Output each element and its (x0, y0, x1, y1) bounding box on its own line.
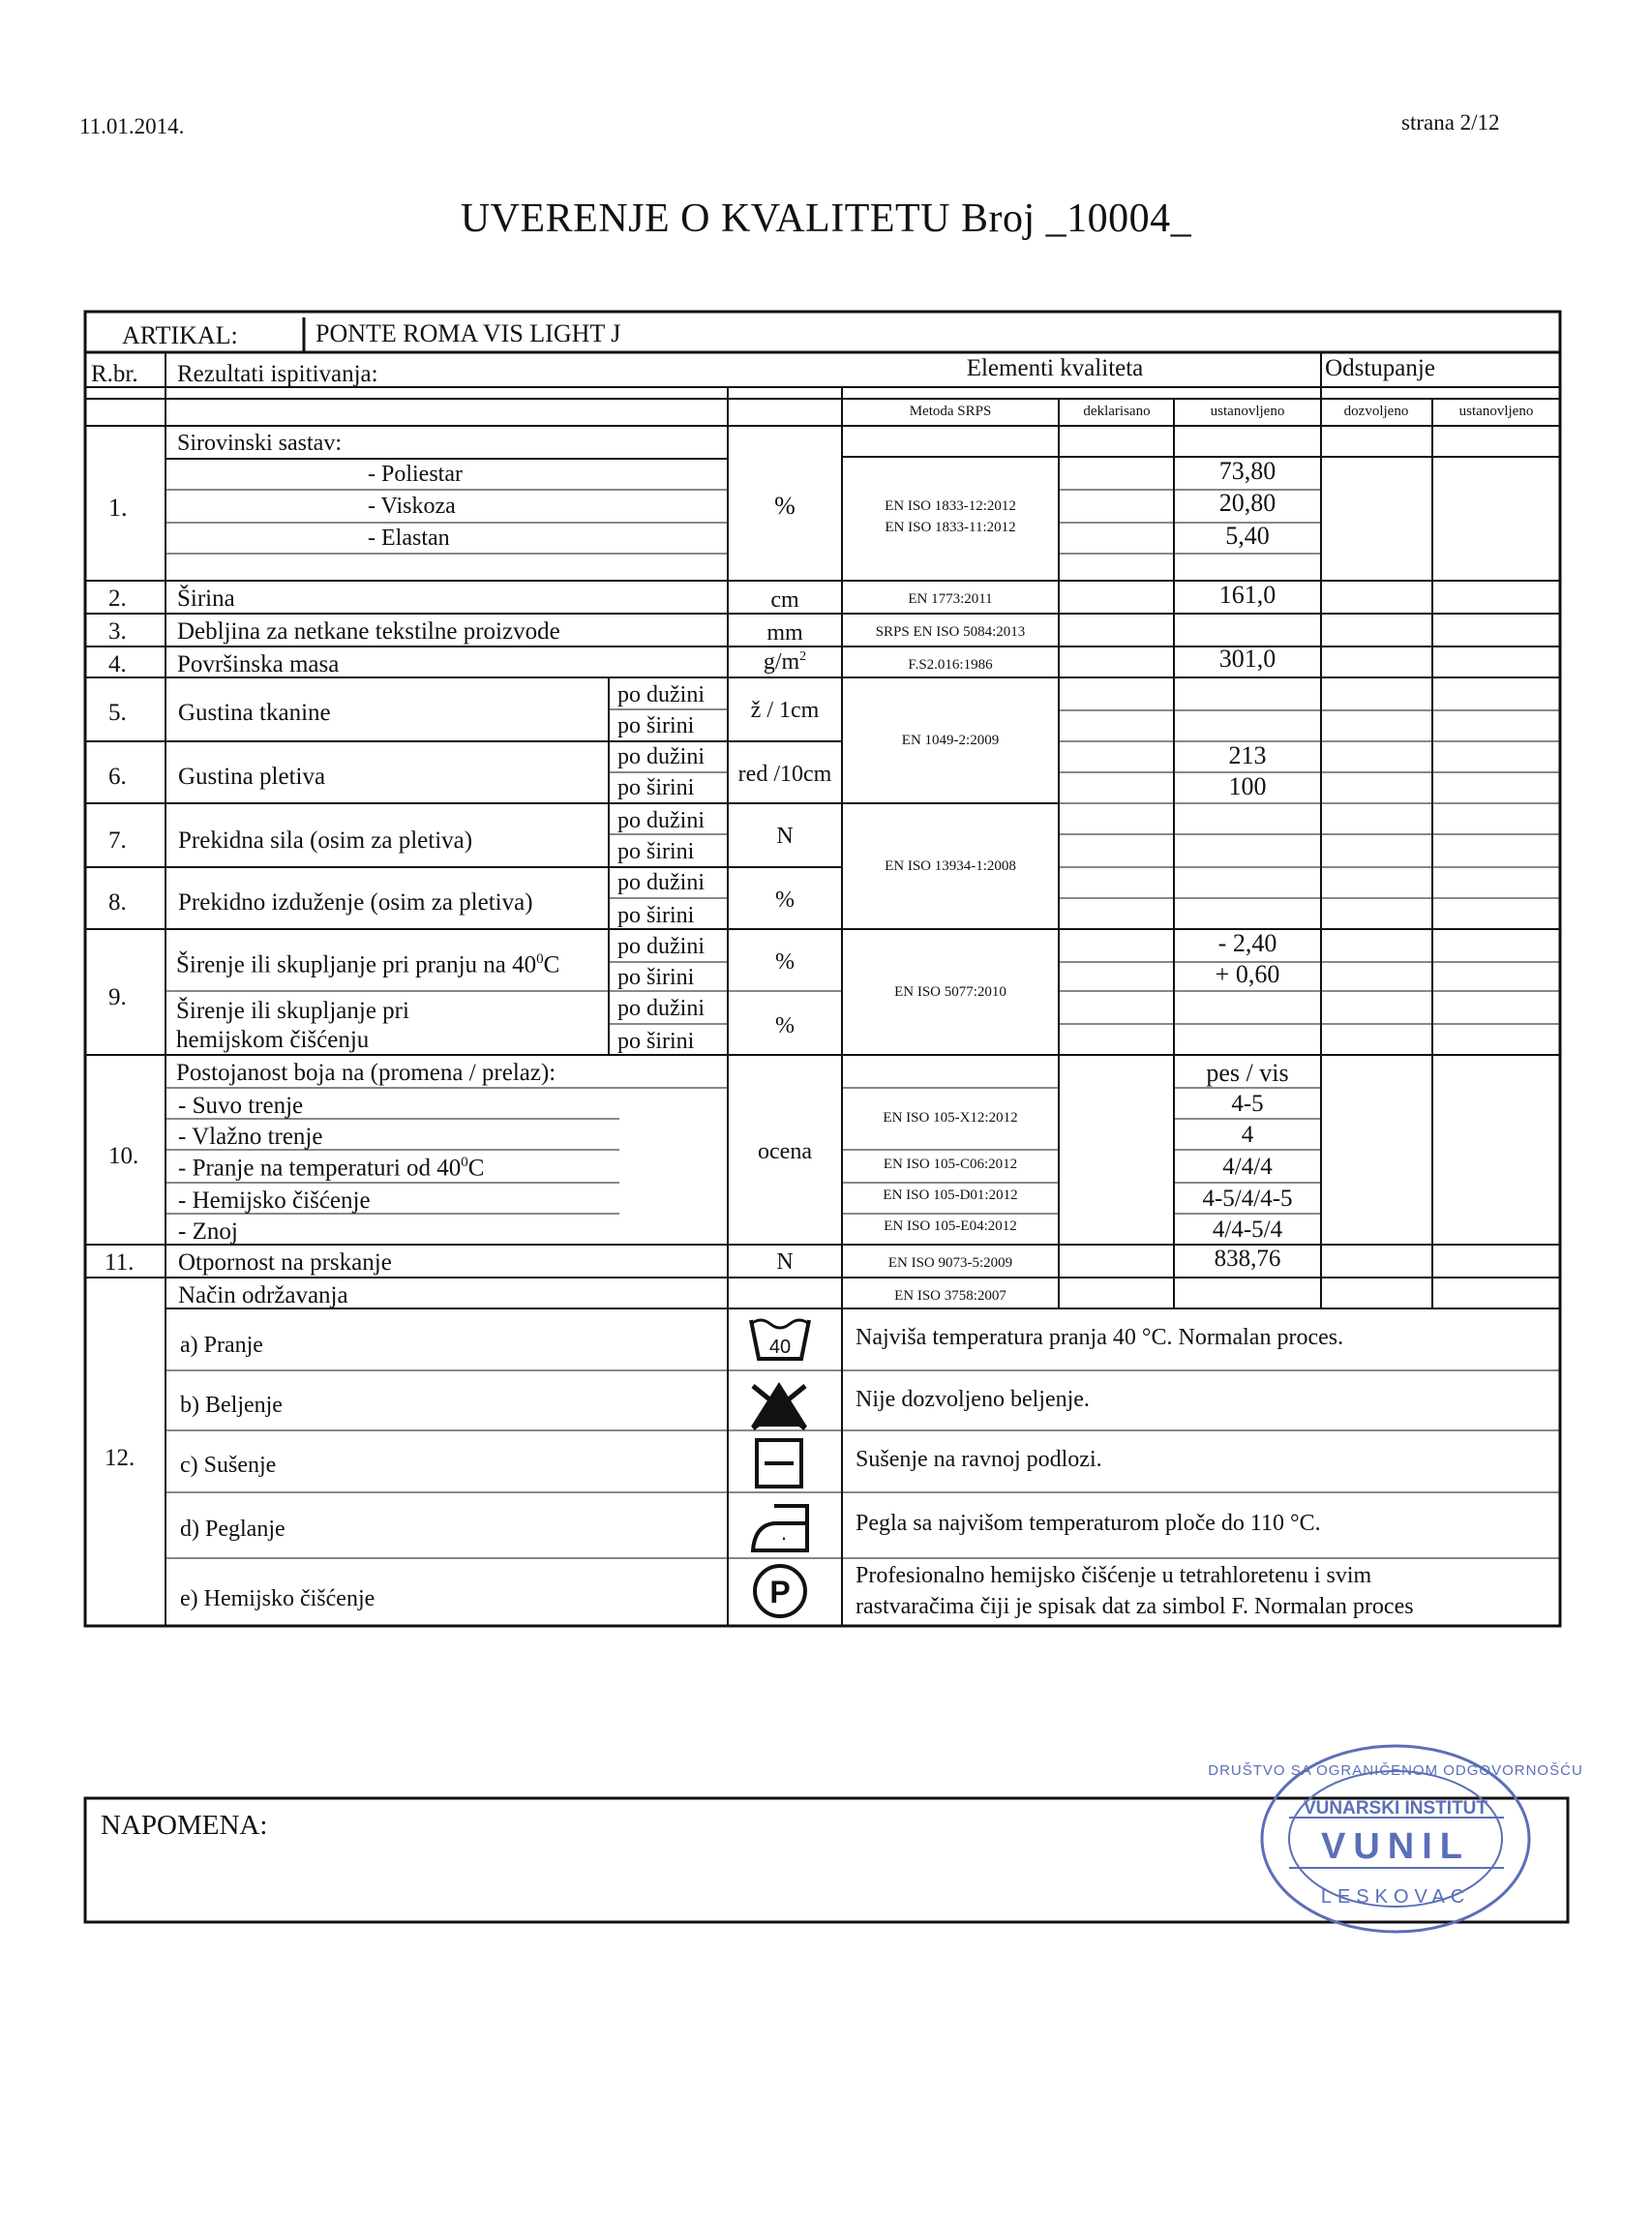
care-label-washing: a) Pranje (180, 1333, 263, 1358)
row-1-value: 20,80 (1218, 489, 1277, 517)
row-9-name-drycleaning: hemijskom čišćenju (176, 1027, 370, 1053)
care-text-drycleaning: Profesionalno hemijsko čišćenje u tetrahloretenu i svim (856, 1563, 1372, 1588)
row-10-value: 4/4-5/4 (1212, 1217, 1283, 1243)
row-12-method: EN ISO 3758:2007 (894, 1288, 1006, 1304)
row-6-value: 100 (1228, 772, 1267, 800)
row-10-method: EN ISO 105-X12:2012 (883, 1110, 1018, 1126)
row-9-dir: po širini (617, 1029, 695, 1054)
row-11-number: 11. (105, 1249, 135, 1276)
row-2-unit: cm (770, 587, 799, 613)
row-8-unit: % (775, 887, 795, 913)
row-5-number: 5. (108, 700, 127, 726)
no-bleach-icon (747, 1378, 811, 1430)
row-6-name: Gustina pletiva (178, 764, 326, 790)
row-10-method: EN ISO 105-C06:2012 (883, 1157, 1018, 1172)
row-3-name: Debljina za netkane tekstilne proizvode (177, 618, 560, 645)
certificate-date: 11.01.2014. (79, 114, 185, 138)
col-method: Metoda SRPS (909, 404, 992, 419)
row-4-value: 301,0 (1218, 645, 1277, 673)
col-rbr: R.br. (91, 361, 138, 387)
professional-dry-clean-icon (751, 1562, 809, 1620)
care-text-washing: Najviša temperatura pranja 40 °C. Normalan proces. (856, 1325, 1344, 1350)
svg-text:P: P (769, 1575, 791, 1609)
row-10-value: 4/4/4 (1222, 1154, 1273, 1180)
row-7-number: 7. (108, 827, 127, 854)
row-1-item: - Poliestar (368, 462, 463, 487)
row-3-unit: mm (766, 620, 803, 646)
row-4-method: F.S2.016:1986 (908, 657, 993, 673)
care-text-drying: Sušenje na ravnoj podlozi. (856, 1447, 1102, 1472)
row-10-item: - Znoj (178, 1218, 238, 1245)
row-7-unit: N (776, 824, 794, 849)
row-9-name-drycleaning: Širenje ili skupljanje pri (176, 998, 409, 1024)
svg-text:40: 40 (768, 1337, 792, 1358)
row-10-method: EN ISO 105-D01:2012 (883, 1188, 1018, 1203)
row-10-value: 4-5 (1231, 1091, 1264, 1117)
iron-icon (745, 1498, 817, 1556)
row-1-method: EN ISO 1833-11:2012 (885, 520, 1016, 535)
document-title: UVERENJE O KVALITETU Broj _10004_ (460, 196, 1192, 241)
row-9-dir: po dužini (617, 934, 705, 959)
row-7-name: Prekidna sila (osim za pletiva) (178, 827, 473, 854)
row-10-value: 4 (1241, 1122, 1254, 1148)
row-10-unit: ocena (758, 1139, 812, 1164)
row-6-dir: po širini (617, 775, 695, 800)
row-10-item: - Pranje na temperaturi od $40^0C$ (178, 1155, 485, 1182)
row-12-title: Način održavanja (178, 1282, 348, 1308)
page-number: strana 2/12 (1401, 110, 1500, 135)
care-label-drycleaning: e) Hemijsko čišćenje (180, 1586, 375, 1611)
svg-text:VUNARSKI INSTITUT: VUNARSKI INSTITUT (1304, 1798, 1487, 1819)
row-12-number: 12. (105, 1445, 135, 1471)
row-1-item: - Elastan (368, 526, 450, 551)
row-9-method: EN ISO 5077:2010 (894, 984, 1006, 1000)
row-7-dir: po dužini (617, 808, 705, 833)
row-3-method: SRPS EN ISO 5084:2013 (875, 624, 1026, 640)
row-11-method: EN ISO 9073-5:2009 (887, 1255, 1013, 1271)
row-9-value: - 2,40 (1217, 929, 1277, 957)
row-4-unit: $g/m^2$ (763, 649, 807, 675)
row-5-dir: po dužini (617, 682, 705, 707)
row-8-name: Prekidno izduženje (osim za pletiva) (178, 889, 533, 916)
row-11-unit: N (776, 1249, 794, 1275)
row-5-dir: po širini (617, 713, 695, 738)
row-3-number: 3. (108, 618, 127, 645)
row-10-header-value: pes / vis (1206, 1059, 1289, 1087)
svg-text:LESKOVAC: LESKOVAC (1320, 1886, 1471, 1908)
col-elements: Elementi kvaliteta (966, 355, 1144, 381)
dry-flat-icon (753, 1436, 805, 1490)
row-1-value: 73,80 (1218, 457, 1277, 485)
col-declared: deklarisano (1083, 404, 1151, 419)
artikal-label: ARTIKAL: (122, 321, 238, 349)
row-10-item: - Suvo trenje (178, 1093, 304, 1119)
svg-text:·: · (780, 1525, 788, 1549)
row-9-unit: % (775, 1013, 795, 1038)
artikal-value: PONTE ROMA VIS LIGHT J (315, 319, 621, 347)
row-2-method: EN 1773:2011 (908, 591, 993, 607)
wash-40-icon (745, 1314, 815, 1365)
row-9-dir: po širini (617, 965, 695, 990)
row-10-item: - Vlažno trenje (178, 1124, 323, 1150)
svg-text:VUNIL: VUNIL (1321, 1826, 1470, 1867)
row-8-dir: po dužini (617, 870, 705, 895)
row-5-6-method: EN 1049-2:2009 (901, 733, 1000, 748)
row-1-number: 1. (108, 494, 128, 522)
napomena-label: NAPOMENA: (101, 1810, 268, 1841)
row-6-number: 6. (108, 764, 127, 790)
row-4-name: Površinska masa (177, 651, 340, 677)
row-6-unit: red /10cm (737, 762, 832, 787)
row-4-number: 4. (108, 651, 127, 677)
col-results: Rezultati ispitivanja: (177, 361, 378, 387)
company-stamp (1208, 1732, 1583, 1945)
row-5-name: Gustina tkanine (178, 700, 331, 726)
row-7-8-method: EN ISO 13934-1:2008 (885, 858, 1016, 874)
row-10-title: Postojanost boja na (promena / prelaz): (176, 1060, 556, 1086)
row-1-value: 5,40 (1225, 522, 1270, 550)
row-1-method: EN ISO 1833-12:2012 (885, 498, 1016, 514)
care-label-bleaching: b) Beljenje (180, 1393, 283, 1418)
row-9-value: + 0,60 (1215, 960, 1280, 988)
col-allowed: dozvoljeno (1343, 404, 1409, 419)
care-label-drying: c) Sušenje (180, 1453, 277, 1478)
row-1-unit: % (774, 492, 796, 520)
row-7-dir: po širini (617, 839, 695, 864)
row-11-value: 838,76 (1214, 1246, 1281, 1272)
row-8-number: 8. (108, 889, 127, 916)
col-established-2: ustanovljeno (1458, 404, 1534, 419)
care-text-ironing: Pegla sa najvišom temperaturom ploče do 110 °C. (856, 1511, 1321, 1536)
row-10-value: 4-5/4/4-5 (1202, 1186, 1293, 1212)
row-10-item: - Hemijsko čišćenje (178, 1188, 371, 1214)
row-10-number: 10. (108, 1143, 139, 1169)
row-5-unit: ž / 1cm (750, 698, 820, 723)
row-9-dir: po dužini (617, 996, 705, 1021)
care-text-drycleaning: rastvaračima čiji je spisak dat za simbol F. Normalan proces (856, 1594, 1414, 1619)
row-6-value: 213 (1228, 741, 1267, 769)
row-9-unit: % (775, 949, 795, 975)
row-9-name-washing: Širenje ili skupljanje pri pranju na $40^0C$ (176, 951, 560, 978)
row-9-number: 9. (108, 984, 127, 1010)
row-2-number: 2. (108, 586, 127, 612)
col-established: ustanovljeno (1210, 404, 1285, 419)
row-1-item: - Viskoza (368, 494, 456, 519)
care-label-ironing: d) Peglanje (180, 1517, 285, 1542)
col-deviation: Odstupanje (1325, 355, 1435, 381)
row-10-method: EN ISO 105-E04:2012 (884, 1218, 1017, 1234)
row-2-name: Širina (177, 586, 235, 612)
svg-text:DRUŠTVO SA OGRANIČENOM ODGOVOR: DRUŠTVO SA OGRANIČENOM ODGOVORNOŠĆU (1208, 1762, 1583, 1779)
row-11-name: Otpornost na prskanje (178, 1249, 392, 1276)
row-2-value: 161,0 (1218, 581, 1277, 609)
care-text-bleaching: Nije dozvoljeno beljenje. (856, 1387, 1090, 1412)
row-1-title: Sirovinski sastav: (177, 431, 343, 456)
row-8-dir: po širini (617, 903, 695, 928)
row-6-dir: po dužini (617, 744, 705, 769)
